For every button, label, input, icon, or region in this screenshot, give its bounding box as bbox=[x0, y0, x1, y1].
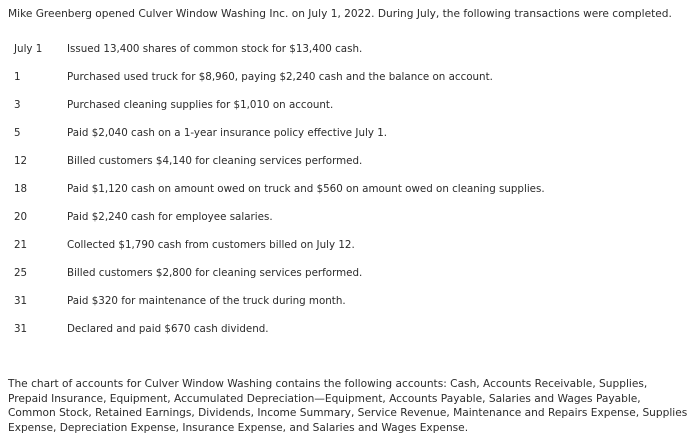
transaction-date: 31 bbox=[14, 323, 28, 335]
transaction-date: 3 bbox=[14, 99, 21, 111]
transaction-description: Purchased cleaning supplies for $1,010 on account. bbox=[67, 99, 334, 111]
transaction-row bbox=[0, 70, 694, 98]
transaction-description: Purchased used truck for $8,960, paying $2,240 cash and the balance on account. bbox=[67, 71, 493, 83]
transaction-date: 5 bbox=[14, 127, 21, 139]
transaction-date: 18 bbox=[14, 183, 28, 195]
transaction-row bbox=[0, 322, 694, 350]
transaction-date: 20 bbox=[14, 211, 28, 223]
transaction-date: 21 bbox=[14, 239, 28, 251]
transaction-date: 12 bbox=[14, 155, 28, 167]
transaction-row bbox=[0, 266, 694, 294]
transaction-description: Issued 13,400 shares of common stock for $13,400 cash. bbox=[67, 43, 363, 55]
transaction-description: Paid $1,120 cash on amount owed on truck and $560 on amount owed on cleaning supplies. bbox=[67, 183, 545, 195]
transaction-description: Collected $1,790 cash from customers billed on July 12. bbox=[67, 239, 355, 251]
transaction-description: Paid $320 for maintenance of the truck during month. bbox=[67, 295, 346, 307]
transaction-row bbox=[0, 210, 694, 238]
transaction-row bbox=[0, 42, 694, 70]
transaction-list bbox=[0, 42, 694, 350]
transaction-date: 25 bbox=[14, 267, 28, 279]
transaction-row bbox=[0, 294, 694, 322]
transaction-date: July 1 bbox=[14, 43, 43, 55]
transaction-date: 31 bbox=[14, 295, 28, 307]
transaction-description: Declared and paid $670 cash dividend. bbox=[67, 323, 269, 335]
transaction-description: Billed customers $4,140 for cleaning services performed. bbox=[67, 155, 363, 167]
transaction-description: Paid $2,240 cash for employee salaries. bbox=[67, 211, 273, 223]
transaction-row bbox=[0, 238, 694, 266]
transaction-row bbox=[0, 154, 694, 182]
transaction-row bbox=[0, 98, 694, 126]
transaction-row bbox=[0, 182, 694, 210]
chart-of-accounts-paragraph: The chart of accounts for Culver Window Washing contains the following accounts: Cash, Accounts Receivable, Supplies, Prepaid Insurance, Equipment, Accumulated Depreciation—Equipment, Accounts Payable, Salaries and Wages Payable, Common Stock, Retained Earnings, Dividends, Income Summary, Service Revenue, Maintenance and Repairs Expense, Supplies Expense, Depreciation Expense, Insurance Expense, and Salaries and Wages Expense. bbox=[8, 378, 688, 434]
transaction-date: 1 bbox=[14, 71, 21, 83]
transaction-description: Paid $2,040 cash on a 1-year insurance policy effective July 1. bbox=[67, 127, 388, 139]
intro-text: Mike Greenberg opened Culver Window Washing Inc. on July 1, 2022. During July, the following transactions were completed. bbox=[8, 8, 672, 20]
transaction-row bbox=[0, 126, 694, 154]
transaction-description: Billed customers $2,800 for cleaning services performed. bbox=[67, 267, 363, 279]
